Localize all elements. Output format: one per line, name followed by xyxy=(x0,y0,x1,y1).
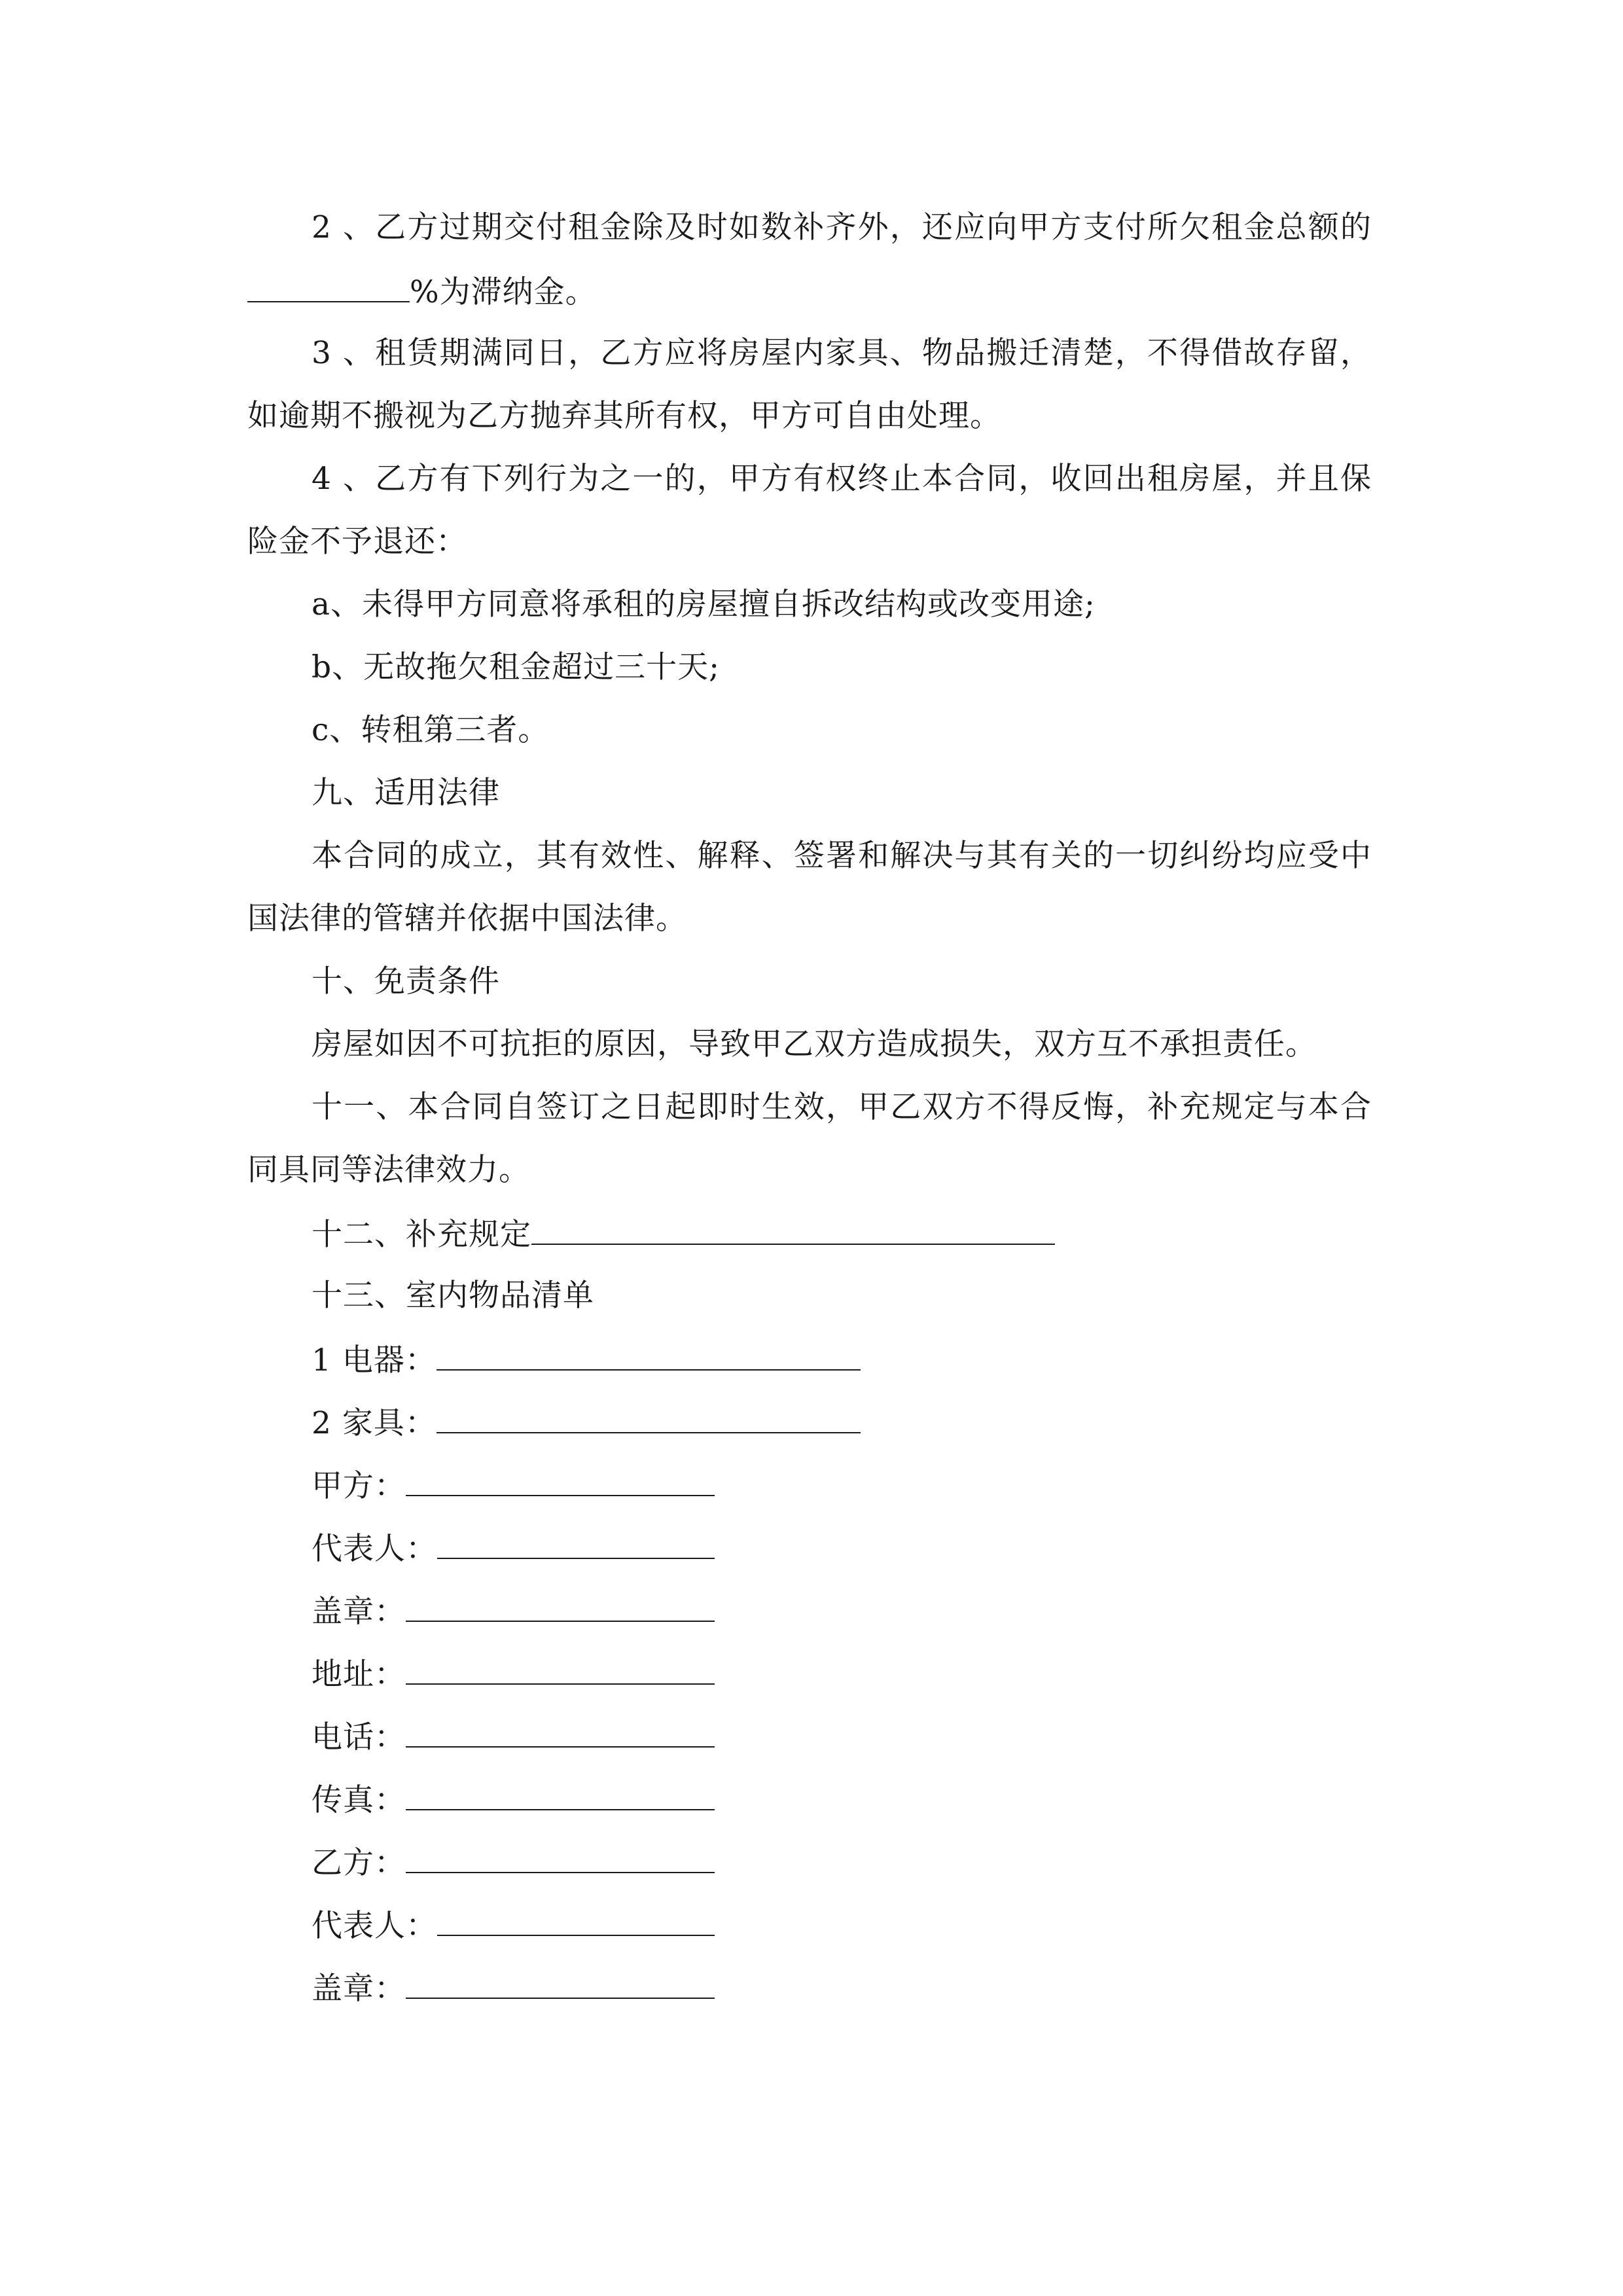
late-fee-percent-blank[interactable] xyxy=(247,270,410,302)
clause-4-item-b: b、无故拖欠租金超过三十天; xyxy=(312,649,720,685)
clause-4-line-1: 4 、乙方有下列行为之一的，甲方有权终止本合同，收回出租房屋，并且保 xyxy=(312,461,1372,497)
party-a-rep-field[interactable] xyxy=(437,1526,715,1559)
clause-2-line-1: 2 、乙方过期交付租金除及时如数补齐外，还应向甲方支付所欠租金总额的 xyxy=(312,209,1372,245)
party-a-fax-label: 传真： xyxy=(312,1782,406,1818)
section-13-title: 十三、室内物品清单 xyxy=(312,1278,594,1314)
section-9-title: 九、适用法律 xyxy=(312,775,500,811)
clause-4-item-a: a、未得甲方同意将承租的房屋擅自拆改结构或改变用途; xyxy=(312,586,1096,622)
appliances-row xyxy=(312,1338,861,1380)
party-a-phone-field[interactable] xyxy=(406,1715,715,1748)
section-12-row xyxy=(312,1212,1055,1254)
party-a-address-label: 地址： xyxy=(312,1657,406,1693)
section-10-title: 十、免责条件 xyxy=(312,963,500,999)
party-a-row xyxy=(312,1463,715,1505)
party-a-label: 甲方： xyxy=(312,1468,406,1504)
late-fee-suffix: %为滞纳金。 xyxy=(410,274,597,310)
section-11-line-2: 同具同等法律效力。 xyxy=(247,1152,530,1188)
party-a-rep-label: 代表人： xyxy=(312,1531,437,1567)
party-a-phone-label: 电话： xyxy=(312,1719,406,1755)
clause-4-item-c: c、转租第三者。 xyxy=(312,712,550,748)
clause-3-line-2: 如逾期不搬视为乙方抛弃其所有权，甲方可自由处理。 xyxy=(247,398,1001,434)
furniture-field[interactable] xyxy=(437,1401,861,1433)
supplementary-terms-field[interactable] xyxy=(531,1212,1055,1245)
furniture-row xyxy=(312,1401,861,1443)
party-b-seal-field[interactable] xyxy=(406,1966,715,1999)
section-9-line-1: 本合同的成立，其有效性、解释、签署和解决与其有关的一切纠纷均应受中 xyxy=(312,838,1372,874)
clause-3-line-1: 3 、租赁期满同日，乙方应将房屋内家具、物品搬迁清楚，不得借故存留， xyxy=(312,335,1372,371)
party-b-label: 乙方： xyxy=(312,1845,406,1881)
party-b-rep-field[interactable] xyxy=(437,1903,715,1936)
party-a-fax-field[interactable] xyxy=(406,1778,715,1810)
section-11-line-1: 十一、本合同自签订之日起即时生效，甲乙双方不得反悔，补充规定与本合 xyxy=(312,1089,1372,1125)
party-a-seal-row xyxy=(312,1589,715,1631)
section-10-body: 房屋如因不可抗拒的原因，导致甲乙双方造成损失，双方互不承担责任。 xyxy=(312,1026,1317,1062)
party-a-rep-row xyxy=(312,1526,715,1568)
party-a-address-field[interactable] xyxy=(406,1652,715,1685)
party-a-phone-row xyxy=(312,1715,715,1757)
party-a-seal-field[interactable] xyxy=(406,1589,715,1622)
appliances-label: 1 电器： xyxy=(312,1342,437,1378)
party-a-address-row xyxy=(312,1652,715,1694)
party-b-rep-label: 代表人： xyxy=(312,1908,437,1944)
party-a-field[interactable] xyxy=(406,1463,715,1496)
party-b-field[interactable] xyxy=(406,1840,715,1873)
party-a-fax-row xyxy=(312,1778,715,1820)
section-12-label: 十二、补充规定 xyxy=(312,1217,531,1253)
party-b-row xyxy=(312,1840,715,1882)
clause-4-line-2: 险金不予退还： xyxy=(247,524,467,560)
party-b-seal-label: 盖章： xyxy=(312,1971,406,2007)
party-a-seal-label: 盖章： xyxy=(312,1594,406,1630)
appliances-field[interactable] xyxy=(437,1338,861,1371)
party-b-rep-row xyxy=(312,1903,715,1945)
party-b-seal-row xyxy=(312,1966,715,2008)
furniture-label: 2 家具： xyxy=(312,1405,437,1441)
clause-2-line-2 xyxy=(247,270,597,312)
section-9-line-2: 国法律的管辖并依据中国法律。 xyxy=(247,901,687,937)
